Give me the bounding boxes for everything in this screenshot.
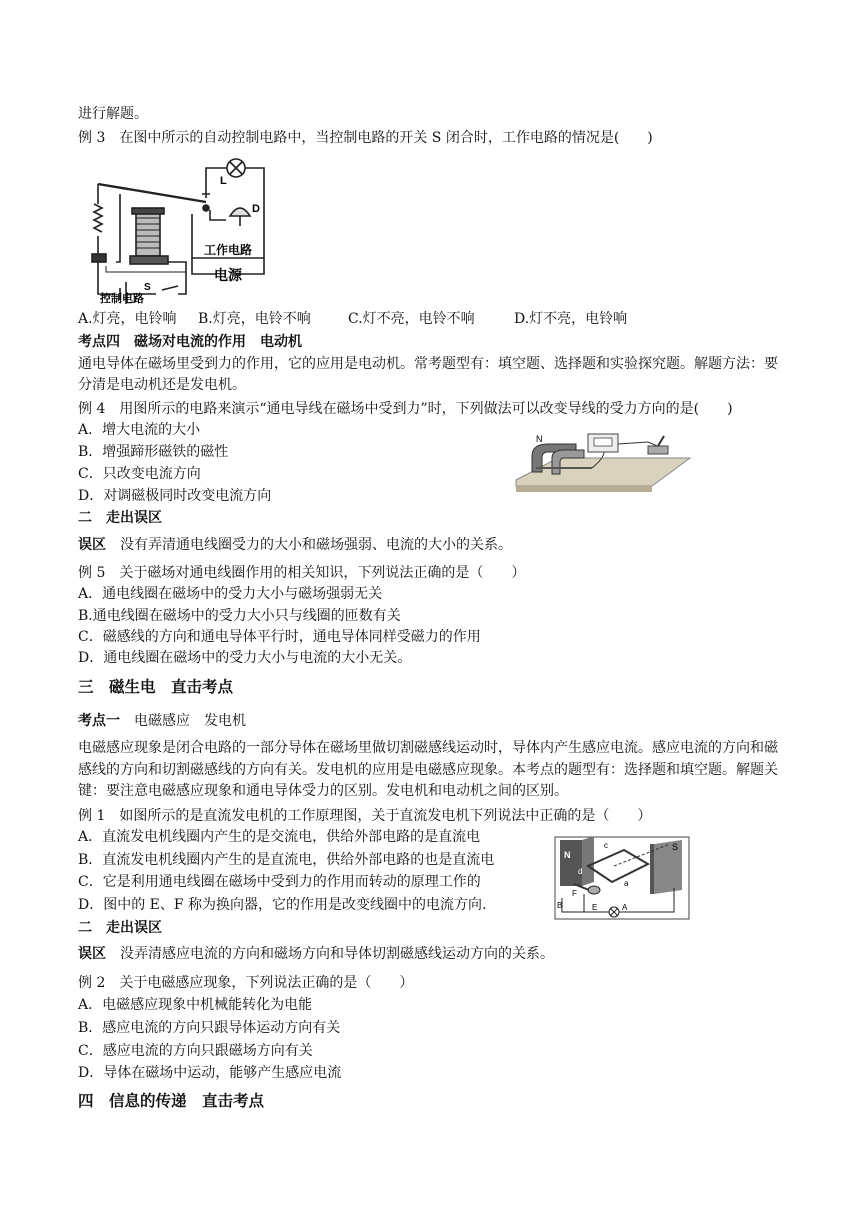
fig1-label-work: 工作电路 — [204, 243, 253, 257]
intro-line: 进行解题。 — [78, 106, 148, 122]
section-2a-heading: 二 走出误区 — [78, 510, 162, 526]
example-5-option-b: B.通电线圈在磁场中的受力大小只与线圈的匝数有关 — [78, 608, 401, 624]
misconception-1-text: 没有弄清通电线圈受力的大小和磁场强弱、电流的大小的关系。 — [120, 537, 512, 553]
fig3-label-c: c — [604, 841, 608, 850]
fig3-label-E: E — [592, 903, 598, 912]
example-1-option-b: B．直流发电机线圈内产生的是直流电，供给外部电路的也是直流电 — [78, 852, 495, 868]
misconception-2 — [78, 944, 554, 964]
example-4-option-d: D．对调磁极同时改变电流方向 — [78, 488, 272, 504]
topic-4-paragraph: 通电导体在磁场里受到力的作用，它的应用是电动机。常考题型有：填空题、选择题和实验探究题。解题方法：要分清是电动机还是发电机。 — [78, 356, 778, 393]
example-4-option-b: B．增强蹄形磁铁的磁性 — [78, 444, 229, 460]
example-5-question: 例 5 关于磁场对通电线圈作用的相关知识，下列说法正确的是（ ） — [78, 565, 526, 581]
example-1-option-a: A．直流发电机线圈内产生的是交流电，供给外部电路的是直流电 — [78, 829, 481, 845]
fig3-label-B: B — [557, 901, 563, 910]
horseshoe-magnet-figure — [512, 428, 692, 498]
misconception-label-2: 误区 — [78, 946, 106, 962]
dc-generator-figure — [554, 836, 690, 920]
topic-4-heading: 考点四 磁场对电流的作用 电动机 — [78, 334, 302, 350]
section-4-heading: 四 信息的传递 直击考点 — [78, 1091, 265, 1110]
example-5-option-a: A．通电线圈在磁场中的受力大小与磁场强弱无关 — [78, 586, 383, 602]
fig3-label-d: d — [578, 867, 583, 876]
example-1-option-d: D．图中的 E、F 称为换向器，它的作用是改变线圈中的电流方向. — [78, 897, 487, 913]
topic-1-label: 考点一 — [78, 713, 120, 729]
fig1-label-S: S — [144, 282, 151, 293]
relay-circuit-figure — [86, 154, 272, 304]
example-2-option-b: B．感应电流的方向只跟导体运动方向有关 — [78, 1020, 341, 1036]
example-5-option-c: C．磁感线的方向和通电导体平行时，通电导体同样受磁力的作用 — [78, 629, 481, 645]
fig3-label-a: a — [624, 879, 629, 888]
example-2-option-c: C．感应电流的方向只跟磁场方向有关 — [78, 1043, 313, 1059]
topic-1-heading — [78, 711, 246, 731]
option-b: B.灯亮，电铃不响 — [198, 311, 311, 327]
fig1-label-ctrl: 控制电路 — [100, 292, 144, 304]
example-3-options — [78, 309, 627, 329]
section-3-heading: 三 磁生电 直击考点 — [78, 677, 234, 696]
misconception-label: 误区 — [78, 537, 106, 553]
fig2-label-N: N — [536, 434, 543, 444]
fig1-label-D: D — [252, 203, 260, 215]
fig3-label-N: N — [564, 850, 571, 860]
option-d: D.灯不亮，电铃响 — [514, 311, 628, 327]
topic-1-paragraph: 电磁感应现象是闭合电路的一部分导体在磁场里做切割磁感线运动时，导体内产生感应电流。感应电流的方向和磁感线的方向和切割磁感线的方向有关。发电机的应用是电磁感应现象。本考点的题型有：选择题和填空题。解题关键：要注意电磁感应现象和通电导体受力的区别。发电机和电动机之间的区别。 — [78, 740, 778, 799]
fig1-label-L: L — [220, 175, 227, 187]
misconception-2-text: 没弄清感应电流的方向和磁场方向和导体切割磁感线运动方向的关系。 — [120, 946, 554, 962]
example-3-question: 例 3 在图中所示的自动控制电路中，当控制电路的开关 S 闭合时，工作电路的情况是( ) — [78, 130, 653, 146]
example-1-question: 例 1 如图所示的是直流发电机的工作原理图，关于直流发电机下列说法中正确的是（ ） — [78, 808, 652, 824]
example-1-option-c: C．它是利用通电线圈在磁场中受到力的作用而转动的原理工作的 — [78, 874, 481, 890]
example-5-option-d: D．通电线圈在磁场中的受力大小与电流的大小无关。 — [78, 650, 412, 666]
example-4-option-a: A．增大电流的大小 — [78, 422, 201, 438]
fig3-label-S: S — [672, 842, 679, 852]
option-a: A.灯亮，电铃响 — [78, 311, 177, 327]
option-c: C.灯不亮，电铃不响 — [348, 311, 475, 327]
fig1-label-power: 电源 — [214, 268, 242, 284]
section-2b-heading: 二 走出误区 — [78, 920, 162, 936]
topic-1-title: 电磁感应 发电机 — [134, 713, 246, 729]
example-2-question: 例 2 关于电磁感应现象，下列说法正确的是（ ） — [78, 975, 414, 991]
fig3-label-F: F — [572, 889, 577, 898]
example-2-option-d: D．导体在磁场中运动，能够产生感应电流 — [78, 1065, 342, 1081]
example-2-option-a: A．电磁感应现象中机械能转化为电能 — [78, 997, 313, 1013]
example-4-option-c: C．只改变电流方向 — [78, 466, 201, 482]
misconception-1 — [78, 535, 512, 555]
fig3-label-A: A — [622, 903, 628, 912]
example-4-question: 例 4 用图所示的电路来演示“通电导线在磁场中受到力”时，下列做法可以改变导线的受力方向的是( ) — [78, 401, 733, 417]
